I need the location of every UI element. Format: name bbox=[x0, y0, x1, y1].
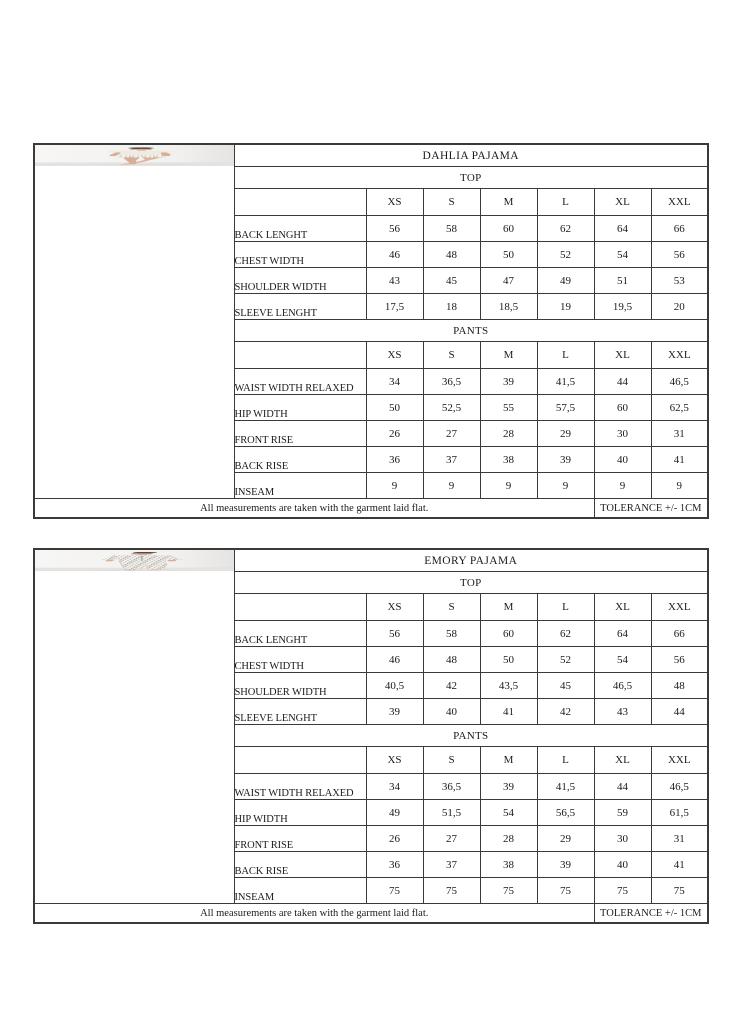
measurement-value: 36,5 bbox=[423, 369, 480, 395]
measurement-value: 48 bbox=[651, 673, 708, 699]
product-photo-dahlia bbox=[34, 144, 234, 499]
measurement-value: 57,5 bbox=[537, 395, 594, 421]
measurement-value: 9 bbox=[480, 473, 537, 499]
measurement-value: 30 bbox=[594, 826, 651, 852]
measurement-value: 41,5 bbox=[537, 369, 594, 395]
measurement-value: 38 bbox=[480, 447, 537, 473]
measurement-value: 39 bbox=[537, 852, 594, 878]
measurement-value: 34 bbox=[366, 369, 423, 395]
measurement-value: 19,5 bbox=[594, 294, 651, 320]
measurement-value: 26 bbox=[366, 421, 423, 447]
measurement-label: BACK LENGHT bbox=[234, 621, 366, 647]
measurement-value: 55 bbox=[480, 395, 537, 421]
measurement-value: 37 bbox=[423, 447, 480, 473]
size-column-header: S bbox=[423, 747, 480, 774]
measurement-value: 41 bbox=[480, 699, 537, 725]
measurement-value: 43 bbox=[594, 699, 651, 725]
measurement-value: 44 bbox=[651, 699, 708, 725]
measurement-note: All measurements are taken with the garment laid flat. bbox=[34, 904, 594, 924]
measurement-value: 17,5 bbox=[366, 294, 423, 320]
measurement-value: 61,5 bbox=[651, 800, 708, 826]
measurement-value: 64 bbox=[594, 216, 651, 242]
measurement-value: 59 bbox=[594, 800, 651, 826]
measurement-value: 18,5 bbox=[480, 294, 537, 320]
measurement-value: 28 bbox=[480, 421, 537, 447]
measurement-value: 41 bbox=[651, 447, 708, 473]
tolerance-note: TOLERANCE +/- 1CM bbox=[594, 904, 708, 924]
section-pants-header: PANTS bbox=[234, 320, 708, 342]
measurement-value: 27 bbox=[423, 826, 480, 852]
measurement-value: 43,5 bbox=[480, 673, 537, 699]
measurement-value: 26 bbox=[366, 826, 423, 852]
measurement-value: 56 bbox=[651, 242, 708, 268]
measurement-value: 41 bbox=[651, 852, 708, 878]
measurement-value: 52,5 bbox=[423, 395, 480, 421]
size-column-header: XXL bbox=[651, 342, 708, 369]
measurement-value: 58 bbox=[423, 216, 480, 242]
size-column-header: XXL bbox=[651, 747, 708, 774]
measurement-value: 50 bbox=[366, 395, 423, 421]
measurement-value: 51,5 bbox=[423, 800, 480, 826]
size-column-header: L bbox=[537, 747, 594, 774]
measurement-value: 39 bbox=[480, 369, 537, 395]
measurement-value: 9 bbox=[366, 473, 423, 499]
measurement-value: 50 bbox=[480, 647, 537, 673]
size-column-header: XL bbox=[594, 747, 651, 774]
measurement-value: 75 bbox=[537, 878, 594, 904]
measurement-value: 52 bbox=[537, 242, 594, 268]
measurement-value: 9 bbox=[594, 473, 651, 499]
measurement-label: WAIST WIDTH RELAXED bbox=[234, 774, 366, 800]
size-column-header: XS bbox=[366, 342, 423, 369]
measurement-value: 41,5 bbox=[537, 774, 594, 800]
table-title: DAHLIA PAJAMA bbox=[234, 144, 708, 167]
measurement-value: 48 bbox=[423, 647, 480, 673]
measurement-value: 56 bbox=[651, 647, 708, 673]
section-top-header: TOP bbox=[234, 167, 708, 189]
dahlia-size-chart bbox=[33, 143, 709, 519]
measurement-label: SLEEVE LENGHT bbox=[234, 294, 366, 320]
measurement-value: 58 bbox=[423, 621, 480, 647]
measurement-value: 64 bbox=[594, 621, 651, 647]
measurement-value: 39 bbox=[480, 774, 537, 800]
measurement-value: 75 bbox=[366, 878, 423, 904]
measurement-label: SHOULDER WIDTH bbox=[234, 673, 366, 699]
measurement-label: INSEAM bbox=[234, 878, 366, 904]
measurement-value: 62 bbox=[537, 216, 594, 242]
measurement-value: 56,5 bbox=[537, 800, 594, 826]
measurement-label: INSEAM bbox=[234, 473, 366, 499]
measurement-value: 75 bbox=[423, 878, 480, 904]
measurement-value: 45 bbox=[423, 268, 480, 294]
measurement-value: 52 bbox=[537, 647, 594, 673]
measurement-value: 49 bbox=[366, 800, 423, 826]
table-title: EMORY PAJAMA bbox=[234, 549, 708, 572]
measurement-value: 30 bbox=[594, 421, 651, 447]
measurement-note: All measurements are taken with the garment laid flat. bbox=[34, 499, 594, 519]
measurement-value: 39 bbox=[537, 447, 594, 473]
measurement-value: 51 bbox=[594, 268, 651, 294]
measurement-value: 45 bbox=[537, 673, 594, 699]
measurement-value: 49 bbox=[537, 268, 594, 294]
measurement-value: 34 bbox=[366, 774, 423, 800]
measurement-value: 54 bbox=[480, 800, 537, 826]
measurement-label: BACK RISE bbox=[234, 447, 366, 473]
size-column-header: S bbox=[423, 342, 480, 369]
measurement-value: 40,5 bbox=[366, 673, 423, 699]
measurement-value: 40 bbox=[594, 852, 651, 878]
measurement-label: BACK RISE bbox=[234, 852, 366, 878]
measurement-value: 43 bbox=[366, 268, 423, 294]
measurement-value: 29 bbox=[537, 826, 594, 852]
model-illustration-dahlia bbox=[35, 145, 234, 166]
measurement-value: 53 bbox=[651, 268, 708, 294]
measurement-value: 36 bbox=[366, 447, 423, 473]
measurement-value: 9 bbox=[537, 473, 594, 499]
measurement-value: 28 bbox=[480, 826, 537, 852]
size-column-header: XL bbox=[594, 342, 651, 369]
empty-corner-cell bbox=[234, 189, 366, 216]
size-column-header: XXL bbox=[651, 189, 708, 216]
measurement-label: SHOULDER WIDTH bbox=[234, 268, 366, 294]
measurement-value: 46 bbox=[366, 242, 423, 268]
measurement-value: 29 bbox=[537, 421, 594, 447]
measurement-value: 20 bbox=[651, 294, 708, 320]
measurement-value: 38 bbox=[480, 852, 537, 878]
measurement-value: 48 bbox=[423, 242, 480, 268]
measurement-label: WAIST WIDTH RELAXED bbox=[234, 369, 366, 395]
measurement-value: 56 bbox=[366, 621, 423, 647]
empty-corner-cell bbox=[234, 747, 366, 774]
measurement-value: 60 bbox=[594, 395, 651, 421]
size-column-header: XXL bbox=[651, 594, 708, 621]
measurement-value: 37 bbox=[423, 852, 480, 878]
measurement-value: 50 bbox=[480, 242, 537, 268]
measurement-value: 60 bbox=[480, 621, 537, 647]
size-column-header: XL bbox=[594, 189, 651, 216]
measurement-value: 60 bbox=[480, 216, 537, 242]
measurement-label: HIP WIDTH bbox=[234, 800, 366, 826]
measurement-value: 36 bbox=[366, 852, 423, 878]
size-column-header: XS bbox=[366, 747, 423, 774]
measurement-label: FRONT RISE bbox=[234, 421, 366, 447]
measurement-value: 54 bbox=[594, 647, 651, 673]
measurement-label: BACK LENGHT bbox=[234, 216, 366, 242]
size-column-header: S bbox=[423, 594, 480, 621]
size-column-header: XS bbox=[366, 594, 423, 621]
size-column-header: L bbox=[537, 342, 594, 369]
measurement-value: 75 bbox=[594, 878, 651, 904]
measurement-value: 39 bbox=[366, 699, 423, 725]
measurement-label: CHEST WIDTH bbox=[234, 242, 366, 268]
measurement-value: 47 bbox=[480, 268, 537, 294]
measurement-value: 46 bbox=[366, 647, 423, 673]
measurement-label: FRONT RISE bbox=[234, 826, 366, 852]
measurement-label: HIP WIDTH bbox=[234, 395, 366, 421]
measurement-value: 44 bbox=[594, 774, 651, 800]
size-column-header: M bbox=[480, 342, 537, 369]
measurement-value: 31 bbox=[651, 421, 708, 447]
empty-corner-cell bbox=[234, 594, 366, 621]
measurement-value: 66 bbox=[651, 621, 708, 647]
measurement-value: 62 bbox=[537, 621, 594, 647]
size-column-header: L bbox=[537, 594, 594, 621]
measurement-value: 27 bbox=[423, 421, 480, 447]
emory-size-chart bbox=[33, 548, 709, 924]
measurement-value: 75 bbox=[651, 878, 708, 904]
size-column-header: XL bbox=[594, 594, 651, 621]
model-illustration-emory bbox=[35, 550, 234, 571]
measurement-value: 46,5 bbox=[594, 673, 651, 699]
measurement-value: 9 bbox=[651, 473, 708, 499]
measurement-value: 19 bbox=[537, 294, 594, 320]
measurement-value: 31 bbox=[651, 826, 708, 852]
measurement-label: SLEEVE LENGHT bbox=[234, 699, 366, 725]
measurement-value: 40 bbox=[594, 447, 651, 473]
tolerance-note: TOLERANCE +/- 1CM bbox=[594, 499, 708, 519]
measurement-value: 56 bbox=[366, 216, 423, 242]
measurement-value: 42 bbox=[537, 699, 594, 725]
measurement-value: 46,5 bbox=[651, 369, 708, 395]
size-column-header: L bbox=[537, 189, 594, 216]
measurement-value: 40 bbox=[423, 699, 480, 725]
empty-corner-cell bbox=[234, 342, 366, 369]
measurement-label: CHEST WIDTH bbox=[234, 647, 366, 673]
measurement-value: 75 bbox=[480, 878, 537, 904]
section-top-header: TOP bbox=[234, 572, 708, 594]
measurement-value: 44 bbox=[594, 369, 651, 395]
measurement-value: 46,5 bbox=[651, 774, 708, 800]
section-pants-header: PANTS bbox=[234, 725, 708, 747]
size-column-header: XS bbox=[366, 189, 423, 216]
measurement-value: 9 bbox=[423, 473, 480, 499]
measurement-value: 62,5 bbox=[651, 395, 708, 421]
size-column-header: M bbox=[480, 747, 537, 774]
measurement-value: 66 bbox=[651, 216, 708, 242]
measurement-value: 54 bbox=[594, 242, 651, 268]
measurement-value: 36,5 bbox=[423, 774, 480, 800]
size-column-header: M bbox=[480, 189, 537, 216]
product-photo-emory bbox=[34, 549, 234, 904]
size-column-header: S bbox=[423, 189, 480, 216]
measurement-value: 18 bbox=[423, 294, 480, 320]
size-column-header: M bbox=[480, 594, 537, 621]
measurement-value: 42 bbox=[423, 673, 480, 699]
